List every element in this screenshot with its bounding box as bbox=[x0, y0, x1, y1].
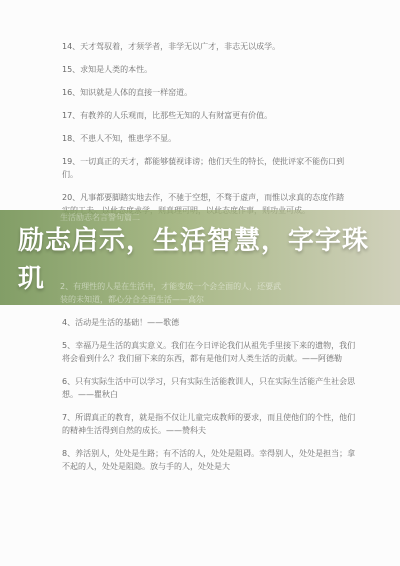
list-item: 16、知识就是人体的直接一样窑道。 bbox=[62, 88, 193, 97]
list-item: 6、只有实际生活中可以学习，只有实际生活能教训人，只在实际生活能产生社会思想。——瞿秋白 bbox=[62, 377, 356, 399]
list-item: 17、有教养的人乐观而，比那些无知的人有财富更有价值。 bbox=[62, 111, 273, 120]
list-item: 18、不患人不知，惟患学不显。 bbox=[62, 134, 177, 143]
list-item: 15、求知是人类的本性。 bbox=[62, 65, 153, 74]
list-item: 4、活动是生活的基础！——歌德 bbox=[62, 318, 180, 327]
article-top-list bbox=[62, 40, 352, 227]
banner-ghost-text: 2、有理性的人是在生活中，才能变成一个会全面的人，还要武 装的未知道，都心分合全面生活——高尔 bbox=[60, 282, 282, 304]
section-heading: 生活励志名言警句篇二 bbox=[60, 213, 140, 222]
list-item: 14、天才驾驭着，才须学者，非学无以广才，非志无以成学。 bbox=[62, 42, 281, 51]
list-item: 19、一切真正的天才，都能够藐视诽谤；他们天生的特长，使批评家不能伤口到们。 bbox=[62, 157, 345, 179]
list-item: 20、凡事都要脚踏实地去作，不驰于空想，不骛于虚声，而惟以求真的态度作踏 bbox=[62, 193, 345, 202]
banner-title: 励志启示，生活智慧，字字珠玑 bbox=[18, 226, 370, 294]
article-bottom-list bbox=[62, 316, 362, 483]
list-item: 5、幸福乃是生活的真实意义。我们在今日评论我们从祖先手里接下来的遗物，我们将会看到什么？我们留下来的东西，都有是他们对人类生活的贡献。——阿德勒 bbox=[62, 341, 356, 363]
list-item: 8、养活别人，处处是生路；有不活的人，处处是阻碍。幸得别人，处处是担当；拿不起的人，处处是阻隐。放与手的人，处处是大 bbox=[62, 449, 356, 471]
list-item: 7、所谓真正的教育，就是指不仅让儿童完成教师的要求，而且使他们的个性，他们的精神生活得到自然的成长。——赞科夫 bbox=[62, 413, 356, 435]
